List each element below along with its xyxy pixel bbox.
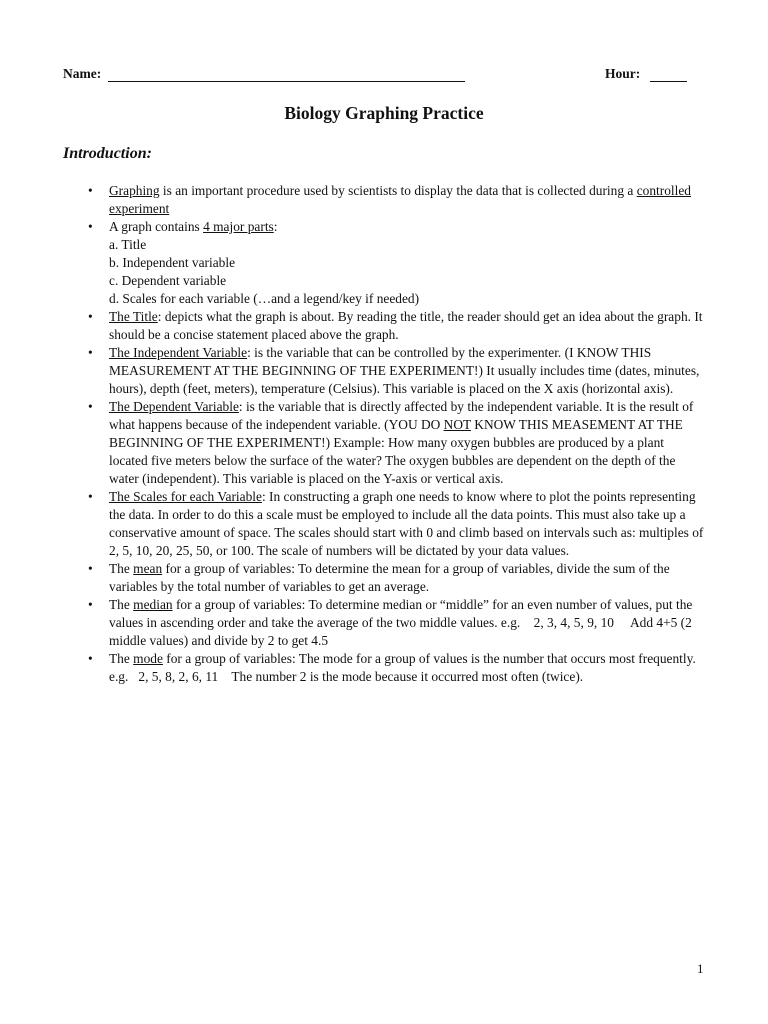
item-text: The <box>109 651 134 666</box>
term-scales: The Scales for each Variable <box>109 489 262 504</box>
hour-label: Hour: <box>605 66 641 81</box>
term-independent-variable: The Independent Variable <box>109 345 248 360</box>
bullet-icon: • <box>88 489 93 504</box>
bullet-icon: • <box>88 309 93 324</box>
term-controlled-experiment: controlled experiment <box>109 183 691 216</box>
sub-item-dependent: c. Dependent variable <box>109 273 227 288</box>
item-text: KNOW THIS MEASEMENT AT THE BEGINNING OF THE EXPERIMENT!) Example: How many oxygen bubbles are produced by a plant located five meters below the surface of the water? The oxygen bubbles are dependent on the depth of the water (independent). This variable is placed on the Y-axis or vertical axis. <box>109 417 683 486</box>
list-item-graph-parts <box>88 218 704 308</box>
item-text: for a group of variables: The mode for a group of values is the number that occurs most frequently. e.g. 2, 5, 8, 2, 6, 11 The number 2 is the mode because it occurred most often (twice). <box>109 651 700 684</box>
item-text: for a group of variables: To determine median or “middle” for an even number of values, put the values in ascending order and take the average of the two middle values. e.g. 2, 3, 4, 5, 9, 10 Add 4+5 (2 middle values) and divide by 2 to get 4.5 <box>109 597 696 648</box>
term-mean: mean <box>133 561 163 576</box>
list-item-independent-variable <box>88 344 704 398</box>
item-text: A graph contains <box>109 219 204 234</box>
list-item-median <box>88 596 704 650</box>
bullet-icon: • <box>88 219 93 234</box>
page-number: 1 <box>697 961 704 976</box>
sub-item-scales: d. Scales for each variable (…and a legend/key if needed) <box>109 291 420 306</box>
item-text: The <box>109 597 134 612</box>
document-title: Biology Graphing Practice <box>284 103 484 123</box>
bullet-icon: • <box>88 597 93 612</box>
sub-item-independent: b. Independent variable <box>109 255 236 270</box>
item-text: : is the variable that can be controlled by the experimenter. (I KNOW THIS MEASUREMENT AT THE BEGINNING OF THE EXPERIMENT!) It usually includes time (dates, minutes, hours), depth (feet, meters), temperature (Celsius). This variable is placed on the X axis (horizontal axis). <box>109 345 700 396</box>
bullet-list <box>88 182 704 686</box>
sub-item-title: a. Title <box>109 237 147 252</box>
term-not: NOT <box>443 417 471 432</box>
term-graphing: Graphing <box>109 183 160 198</box>
item-text: The <box>109 561 134 576</box>
item-text: : is the variable that is directly affected by the independent variable. It is the result of what happens because of the independent variable. (YOU DO <box>109 399 694 432</box>
bullet-icon: • <box>88 183 93 198</box>
term-mode: mode <box>133 651 163 666</box>
list-item-graphing <box>88 182 704 218</box>
name-blank-line <box>108 81 465 82</box>
bullet-icon: • <box>88 345 93 360</box>
item-text: : In constructing a graph one needs to know where to plot the points representing the data. In order to do this a scale must be employed to include all the data points. This must also take up a conservative amount of space. The scales should start with 0 and climb based on intervals such as: multiples of 2, 5, 10, 20, 25, 50, or 100. The scale of numbers will be dictated by your data values. <box>109 489 704 558</box>
term-median: median <box>133 597 173 612</box>
bullet-icon: • <box>88 561 93 576</box>
list-item-dependent-variable <box>88 398 704 488</box>
item-text: is an important procedure used by scientists to display the data that is collected during a <box>159 183 637 198</box>
list-item-mean <box>88 560 704 596</box>
bullet-icon: • <box>88 399 93 414</box>
hour-blank-line <box>650 81 687 82</box>
term-4-major-parts: 4 major parts <box>203 219 274 234</box>
header-row <box>63 66 687 86</box>
list-item-title <box>88 308 704 344</box>
list-item-scales <box>88 488 704 560</box>
term-the-title: The Title <box>109 309 158 324</box>
term-dependent-variable: The Dependent Variable <box>109 399 239 414</box>
item-text: for a group of variables: To determine the mean for a group of variables, divide the sum of the variables by the total number of variables to get an average. <box>109 561 670 594</box>
list-item-mode <box>88 650 704 686</box>
name-label: Name: <box>63 66 102 81</box>
bullet-icon: • <box>88 651 93 666</box>
section-heading: Introduction: <box>63 145 152 162</box>
item-text: : <box>273 219 278 234</box>
item-text: : depicts what the graph is about. By reading the title, the reader should get an idea about the graph. It should be a concise statement placed above the graph. <box>109 309 703 342</box>
